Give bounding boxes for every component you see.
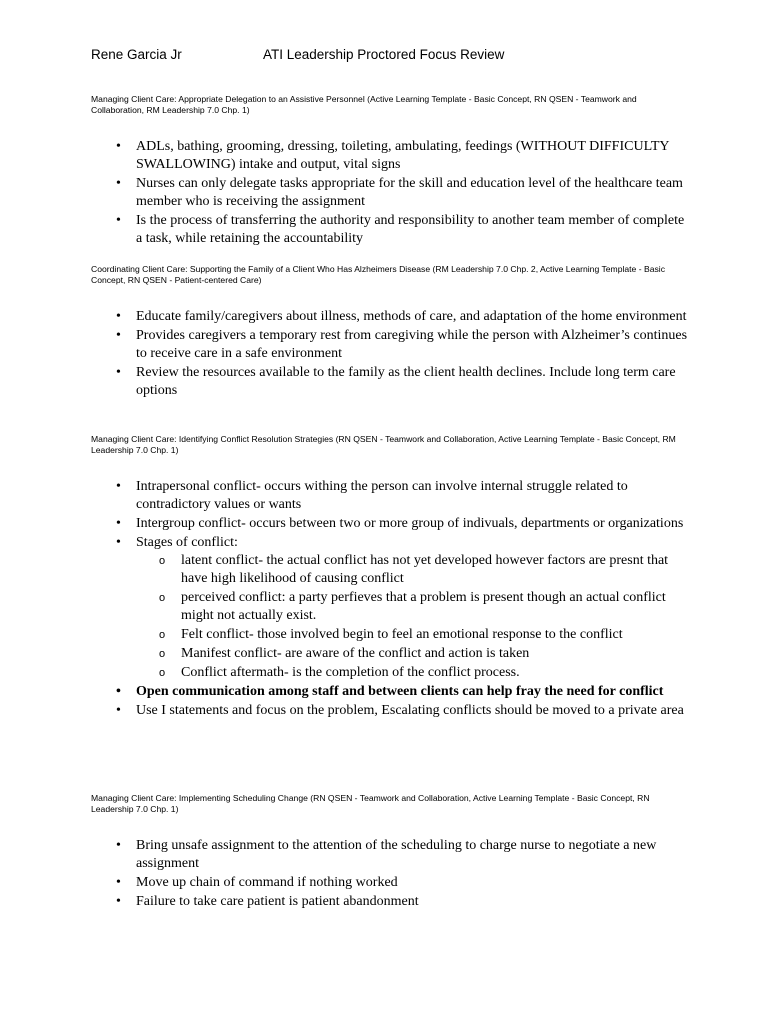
section-heading: Managing Client Care: Implementing Scheduling Change (RN QSEN - Teamwork and Collaboration, Active Learning Template - Basic Concept, RN Leadership 7.0 Chp. 1) (91, 793, 650, 814)
sub-list-item (136, 645, 688, 663)
section-delegation (91, 94, 688, 249)
bullet-icon: • (116, 703, 121, 718)
section-heading: Coordinating Client Care: Supporting the Family of a Client Who Has Alzheimers Disease (RM Leadership 7.0 Chp. 2, Active Learning Template - Basic Concept, RN QSEN - Patient-centered Care) (91, 264, 665, 285)
list-item-text: Educate family/caregivers about illness, methods of care, and adaptation of the home environment (136, 309, 687, 324)
bullet-list (91, 837, 688, 911)
bullet-icon: • (116, 139, 121, 154)
list-item-text: Bring unsafe assignment to the attention of the scheduling to charge nurse to negotiate a new assignment (136, 838, 657, 871)
list-item (91, 702, 688, 720)
bullet-icon: • (116, 176, 121, 191)
list-item (91, 212, 688, 248)
sub-bullet-list (136, 552, 688, 682)
list-item-text: Intergroup conflict- occurs between two or more group of indivuals, departments or organizations (136, 516, 684, 531)
list-item (91, 327, 688, 363)
list-item (91, 364, 688, 400)
bullet-icon: • (116, 894, 121, 909)
document-title: ATI Leadership Proctored Focus Review (263, 47, 505, 62)
section-heading: Managing Client Care: Appropriate Delegation to an Assistive Personnel (Active Learning Template - Basic Concept, RN QSEN - Teamwork and Collaboration, RM Leadership 7.0 Chp. 1) (91, 94, 637, 115)
list-item-text: Open communication among staff and between clients can help fray the need for conflict (136, 684, 664, 699)
sub-list-item-text: Felt conflict- those involved begin to feel an emotional response to the conflict (181, 627, 623, 642)
list-item-text: Stages of conflict: (136, 535, 238, 550)
list-item (91, 534, 688, 682)
bullet-icon: • (116, 328, 121, 343)
sub-list-item-text: Conflict aftermath- is the completion of the conflict process. (181, 665, 520, 680)
sub-list-item (136, 552, 688, 588)
circle-bullet-icon: o (159, 667, 166, 679)
list-item-text: Intrapersonal conflict- occurs withing the person can involve internal struggle related to contradictory values or wants (136, 479, 628, 512)
bullet-icon: • (116, 516, 121, 531)
circle-bullet-icon: o (159, 648, 166, 660)
bullet-icon: • (116, 309, 121, 324)
bullet-list (91, 138, 688, 248)
sub-list-item-text: perceived conflict: a party perfieves that a problem is present though an actual conflict might not actually exist. (181, 590, 666, 623)
list-item (91, 874, 688, 892)
list-item-text: Nurses can only delegate tasks appropriate for the skill and education level of the healthcare team member who is receiving the assignment (136, 176, 683, 209)
section-conflict-resolution (91, 434, 688, 721)
section-alzheimers-family (91, 264, 688, 401)
sub-list-item-text: latent conflict- the actual conflict has not yet developed however factors are presnt that have high likelihood of causing conflict (181, 553, 669, 586)
list-item (91, 308, 688, 326)
list-item-text: Review the resources available to the family as the client health declines. Include long term care options (136, 365, 676, 398)
sub-list-item (136, 664, 688, 682)
section-scheduling-change (91, 793, 688, 912)
bullet-icon: • (116, 875, 121, 890)
bullet-icon: • (116, 838, 121, 853)
bullet-icon: • (116, 479, 121, 494)
list-item-text: Provides caregivers a temporary rest from caregiving while the person with Alzheimer’s continues to receive care in a safe environment (136, 328, 688, 361)
list-item-text: ADLs, bathing, grooming, dressing, toileting, ambulating, feedings (WITHOUT DIFFICULTY SWALLOWING) intake and output, vital signs (136, 139, 669, 172)
bullet-icon: • (116, 684, 121, 699)
author-name: Rene Garcia Jr (91, 47, 182, 62)
list-item (91, 138, 688, 174)
bullet-list (91, 478, 688, 720)
list-item (91, 515, 688, 533)
circle-bullet-icon: o (159, 592, 166, 604)
sub-list-item (136, 626, 688, 644)
section-heading: Managing Client Care: Identifying Conflict Resolution Strategies (RN QSEN - Teamwork and Collaboration, Active Learning Template - Basic Concept, RM Leadership 7.0 Chp. 1) (91, 434, 676, 455)
circle-bullet-icon: o (159, 555, 166, 567)
bullet-icon: • (116, 365, 121, 380)
list-item (91, 683, 688, 701)
bullet-list (91, 308, 688, 400)
list-item-text: Move up chain of command if nothing worked (136, 875, 398, 890)
circle-bullet-icon: o (159, 629, 166, 641)
list-item-text: Use I statements and focus on the problem, Escalating conflicts should be moved to a private area (136, 703, 684, 718)
list-item (91, 175, 688, 211)
list-item-text: Failure to take care patient is patient abandonment (136, 894, 419, 909)
bullet-icon: • (116, 535, 121, 550)
list-item (91, 837, 688, 873)
sub-list-item (136, 589, 688, 625)
bullet-icon: • (116, 213, 121, 228)
list-item-text: Is the process of transferring the authority and responsibility to another team member of complete a task, while retaining the accountability (136, 213, 685, 246)
list-item (91, 893, 688, 911)
list-item (91, 478, 688, 514)
sub-list-item-text: Manifest conflict- are aware of the conflict and action is taken (181, 646, 530, 661)
